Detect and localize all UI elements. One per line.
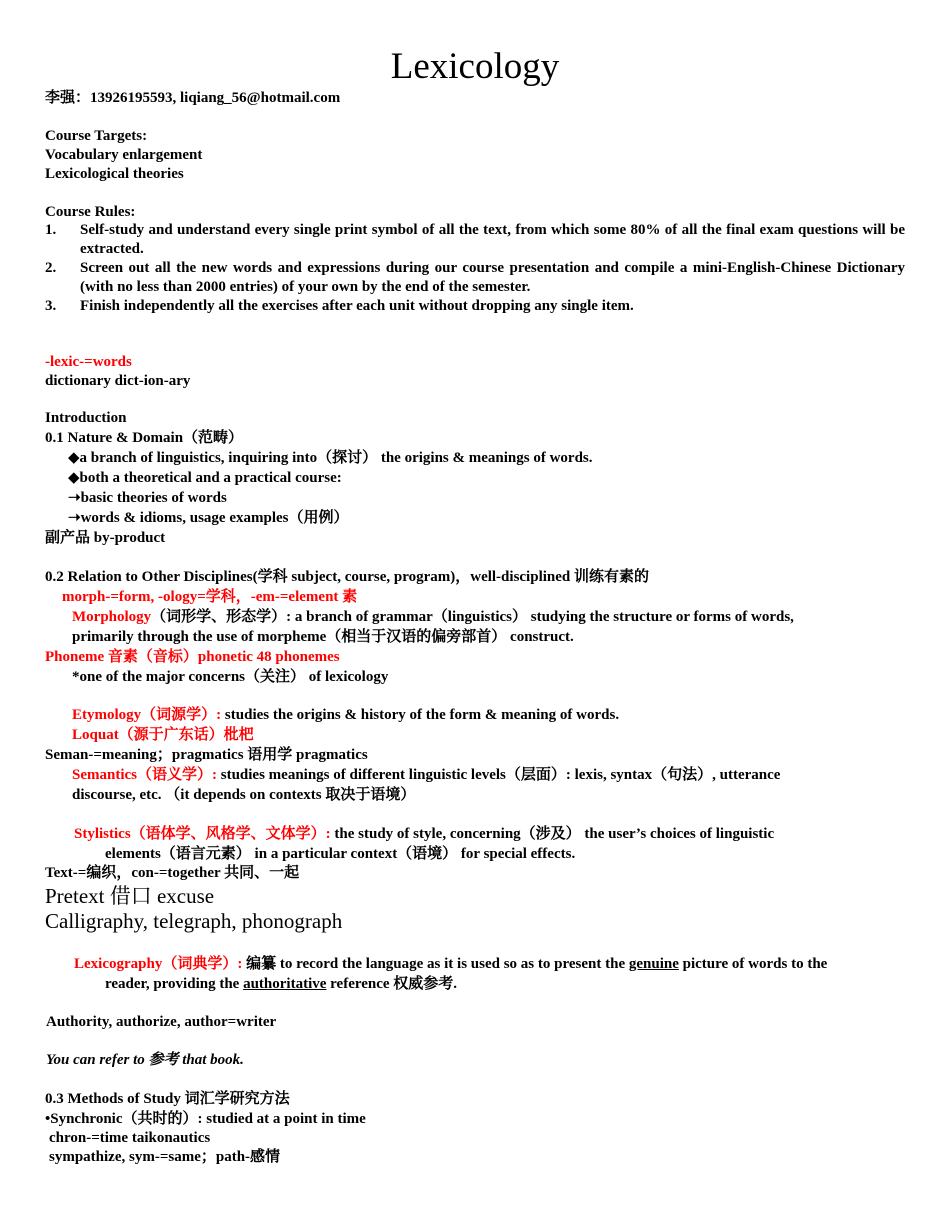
rule-number: 1. [45,222,57,238]
seman-line: Seman-=meaning；pragmatics 语用学 pragmatics [45,747,368,763]
lexicography-text: reference 权威参考. [326,976,458,992]
section-heading: 0.1 Nature & Domain（范畴） [45,430,244,446]
target-item: Vocabulary enlargement [45,147,203,163]
lexicography-text: picture of words to the [678,956,828,972]
arrow-item: ➝basic theories of words [68,490,227,506]
rule-text: Self-study and understand every single print symbol of all the text, from which some 80% of all the final exam questions will be extracted. [80,222,905,257]
morph-root: morph-=form, -ology=学科，-em-=element 素 [62,589,358,605]
genuine-word: genuine [628,956,679,972]
etymology-line [72,706,619,725]
synchronic-line: •Synchronic（共时的）: studied at a point in time [45,1111,366,1127]
section-heading: 0.3 Methods of Study 词汇学研究方法 [45,1091,290,1107]
etymology-text: studies the origins & history of the form & meaning of words. [221,707,620,723]
bullet-item: ◆both a theoretical and a practical course: [68,470,342,486]
morphology-term: Morphology [72,609,152,625]
rules-heading: Course Rules: [45,204,136,220]
stylistics-term: Stylistics（语体学、风格学、文体学）: [74,826,331,842]
concern-line: *one of the major concerns（关注） of lexicology [72,669,389,685]
morphology-line [72,608,794,627]
text-root-line: Text-=编织，con-=together 共同、一起 [45,865,300,881]
rule-text: Finish independently all the exercises after each unit without dropping any single item. [80,298,634,314]
arrow-item: ➝words & idioms, usage examples（用例） [68,510,349,526]
semantics-line [72,766,780,785]
semantics-term: Semantics（语义学）: [72,767,217,783]
rule-item [45,221,905,259]
sympathize-line: sympathize, sym-=same；path-感情 [49,1149,281,1165]
rule-number: 2. [45,260,57,276]
lexicography-line [74,955,827,974]
rule-item [45,297,905,316]
pretext-line: Pretext 借口 excuse [45,884,215,908]
graphy-line: Calligraphy, telegraph, phonograph [45,909,343,933]
semantics-line-2: discourse, etc. （it depends on contexts 取决于语境） [72,787,416,803]
section-heading: 0.2 Relation to Other Disciplines(学科 subject, course, program)，well-disciplined 训练有素的 [45,569,649,585]
authoritative-word: authoritative [243,976,327,992]
lexicography-term: Lexicography（词典学）: [74,956,243,972]
lexicography-line-2 [105,975,457,994]
morphology-line-2: primarily through the use of morpheme（相当于汉语的偏旁部首） construct. [72,629,574,645]
introduction-heading: Introduction [45,410,127,426]
chron-line: chron-=time taikonautics [49,1130,211,1146]
phoneme-line: Phoneme 音素（音标）phonetic 48 phonemes [45,649,340,665]
byproduct-line: 副产品 by-product [45,530,166,546]
rule-item [45,259,905,297]
targets-heading: Course Targets: [45,128,148,144]
lexicography-text: 编纂 to record the language as it is used so as to present the [242,956,629,972]
lexicography-text: reader, providing the [105,976,244,992]
page-title: Lexicology [390,46,560,87]
rule-text: Screen out all the new words and expressions during our course presentation and compile a mini-English-Chinese Dictionary (with no less than 2000 entries) of your own by the end of the semester. [80,260,905,295]
dictionary-line: dictionary dict-ion-ary [45,373,191,389]
semantics-text: studies meanings of different linguistic levels（层面）: lexis, syntax（句法）, utterance [217,767,781,783]
morphology-text: （词形学、形态学）: a branch of grammar（linguistics） studying the structure or forms of words, [151,609,794,625]
lexic-root: -lexic-=words [45,354,132,370]
stylistics-text: the study of style, concerning（涉及） the user’s choices of linguistic [330,826,775,842]
rule-number: 3. [45,298,57,314]
loquat-line: Loquat（源于广东话）枇杷 [72,727,254,743]
stylistics-line-2: elements（语言元素） in a particular context（语境） for special effects. [105,846,576,862]
contact-line: 李强：13926195593, liqiang_56@hotmail.com [45,90,341,106]
refer-line: You can refer to 参考 that book. [46,1052,244,1068]
stylistics-line [74,825,774,844]
target-item: Lexicological theories [45,166,184,182]
authority-line: Authority, authorize, author=writer [46,1014,277,1030]
bullet-item: ◆a branch of linguistics, inquiring into（探讨） the origins & meanings of words. [68,450,593,466]
etymology-term: Etymology（词源学）: [72,707,222,723]
